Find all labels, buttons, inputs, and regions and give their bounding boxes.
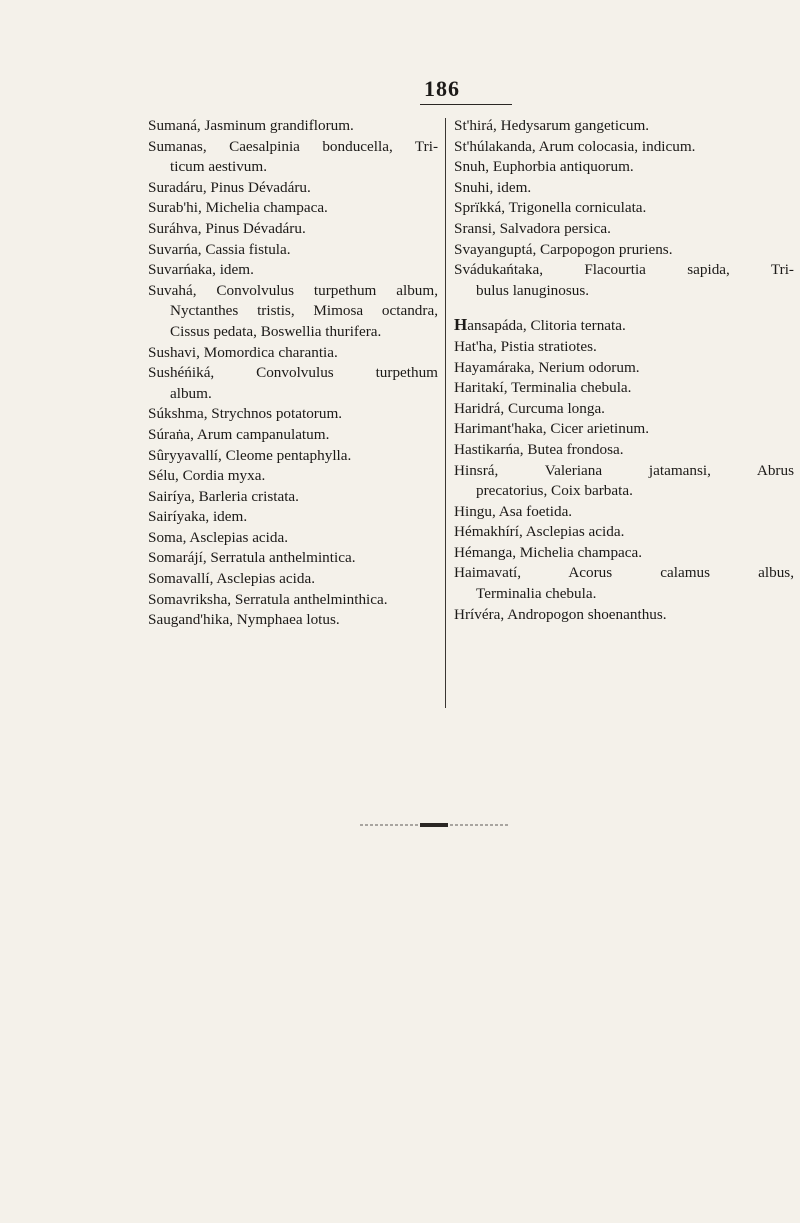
dictionary-entry [148,590,438,611]
entry-line: Svayanguptá, Carpopogon pruriens. [454,240,673,258]
entry-line: Sushavi, Momordica charantia. [148,343,338,361]
dictionary-entry [454,563,794,604]
dictionary-entry [454,137,794,158]
entry-continuation-line: bulus lanuginosus. [476,281,590,299]
entry-line: St'húlakanda, Arum colocasia, indicum. [454,137,696,155]
entry-line: Hastikarńa, Butea frondosa. [454,440,624,458]
dictionary-entry [148,219,438,240]
dictionary-entry [454,198,794,219]
entry-line: Svádukańtaka, Flacourtia sapida, Tri- [454,261,794,279]
entry-line: Hinsrá, Valeriana jatamansi, Abrus [454,461,794,479]
entry-continuation-line: Terminalia chebula. [476,585,597,603]
header-rule [420,104,512,105]
dictionary-entry [454,337,794,358]
dictionary-entry [454,399,794,420]
entry-line: Suvahá, Convolvulus turpethum album, [148,281,438,299]
dictionary-entry [148,363,438,404]
dictionary-entry [454,605,794,626]
entry-line: Sushéńiká, Convolvulus turpethum [148,364,438,382]
entry-line: Sumanas, Caesalpinia bonducella, Tri- [148,137,438,155]
dictionary-entry [148,240,438,261]
entry-line: Haimavatí, Acorus calamus albus, [454,564,794,582]
column-divider [445,118,446,708]
dictionary-entry [148,178,438,199]
entry-line: Hémakhírí, Asclepias acida. [454,523,625,541]
entry-line: Hémanga, Michelia champaca. [454,543,643,561]
dictionary-entry [148,281,438,343]
dictionary-entry [148,487,438,508]
right-column-s-entries [454,116,794,301]
dictionary-entry [148,548,438,569]
left-column [148,116,438,631]
entry-line: Hayamáraka, Nerium odorum. [454,358,640,376]
dictionary-entry [148,507,438,528]
dictionary-entry [454,157,794,178]
entry-line: ansapáda, Clitoria ternata. [467,317,626,335]
entry-line: Suradáru, Pinus Dévadáru. [148,178,311,196]
dictionary-entry [454,440,794,461]
ornament-center [420,823,448,827]
entry-line: Sairíyaka, idem. [148,508,248,526]
dictionary-entry [148,198,438,219]
dictionary-entry [454,260,794,301]
dictionary-entry [148,569,438,590]
entry-line: Somavallí, Asclepias acida. [148,570,316,588]
dictionary-entry [454,502,794,523]
entry-line: Sumaná, Jasminum grandiflorum. [148,117,354,134]
dictionary-entry [148,137,438,178]
entry-hansapada [454,315,794,337]
entry-line: Haridrá, Curcuma longa. [454,399,605,417]
dictionary-entry [148,446,438,467]
dictionary-entry [454,116,794,137]
entry-line: Sélu, Cordia myxa. [148,467,266,485]
right-column [454,116,794,625]
entry-line: Suráhva, Pinus Dévadáru. [148,219,306,237]
entry-line: St'hirá, Hedysarum gangeticum. [454,117,650,134]
dictionary-entry [454,240,794,261]
dictionary-entry [454,419,794,440]
dictionary-entry [454,358,794,379]
entry-line: Surab'hi, Michelia champaca. [148,199,328,217]
dictionary-entry [148,466,438,487]
entry-line: Sairíya, Barleria cristata. [148,487,299,505]
entry-continuation-line: Cissus pedata, Boswellia thurifera. [170,322,382,340]
entry-line: Hat'ha, Pistia stratiotes. [454,337,597,355]
right-column-h-entries [454,337,794,625]
section-gap [454,301,794,315]
entry-line: Haritakí, Terminalia chebula. [454,379,632,397]
entry-line: Suvarńa, Cassia fistula. [148,240,291,258]
dictionary-entry [454,219,794,240]
entry-line: Sransi, Salvadora persica. [454,219,611,237]
entry-continuation-line: ticum aestivum. [170,158,268,176]
entry-continuation-line: Nyctanthes tristis, Mimosa octandra, [170,302,438,320]
dictionary-entry [148,610,438,631]
entry-line: Soma, Asclepias acida. [148,528,289,546]
entry-line: Hrívéra, Andropogon shoenanthus. [454,605,667,623]
entry-line: Hingu, Asa foetida. [454,502,573,520]
entry-continuation-line: precatorius, Coix barbata. [476,482,633,500]
dictionary-entry [454,461,794,502]
dictionary-entry [148,404,438,425]
entry-line: Súraṅa, Arum campanulatum. [148,425,330,443]
end-ornament [360,822,510,828]
entry-line: Sprïkká, Trigonella corniculata. [454,199,647,217]
dictionary-entry [148,260,438,281]
dictionary-entry [454,178,794,199]
entry-line: Snuhi, idem. [454,178,532,196]
entry-line: Harimant'haka, Cicer arietinum. [454,420,650,438]
dictionary-entry [454,543,794,564]
entry-line: Sûryyavallí, Cleome pentaphylla. [148,446,352,464]
entry-line: Saugand'hika, Nymphaea lotus. [148,611,340,629]
dictionary-entry [454,378,794,399]
dictionary-entry [454,522,794,543]
dictionary-entry [148,528,438,549]
entry-line: Snuh, Euphorbia antiquorum. [454,158,634,176]
entry-line: Súkshma, Strychnos potatorum. [148,405,343,423]
entry-continuation-line: album. [170,384,212,402]
dictionary-entry [148,116,438,137]
page-number: 186 [424,76,460,101]
dictionary-entry [148,343,438,364]
entry-line: Somarájí, Serratula anthelmintica. [148,549,356,567]
drop-cap-letter: H [454,315,468,335]
dictionary-entry [148,425,438,446]
entry-line: Somavriksha, Serratula anthelminthica. [148,590,388,608]
entry-line: Suvarńaka, idem. [148,261,254,279]
